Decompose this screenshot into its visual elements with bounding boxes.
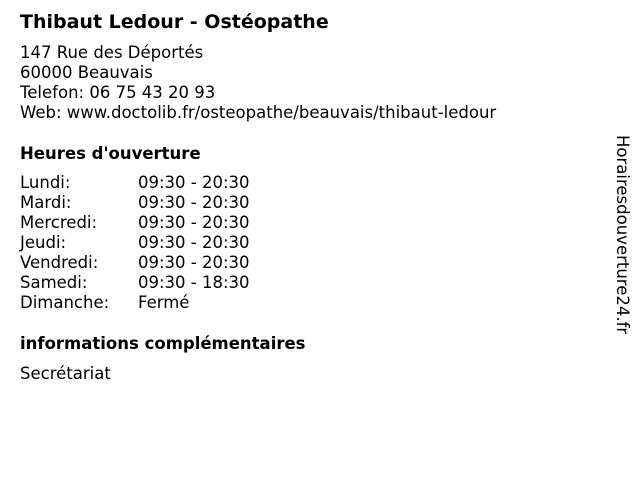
hours-row-thursday bbox=[20, 233, 250, 253]
time-range: 09:30 - 20:30 bbox=[138, 173, 250, 192]
day-label: Dimanche: bbox=[20, 293, 110, 312]
additional-info-text: Secrétariat bbox=[20, 364, 111, 383]
business-address-block bbox=[20, 43, 496, 123]
day-label: Lundi: bbox=[20, 173, 71, 192]
time-range: 09:30 - 18:30 bbox=[138, 273, 250, 292]
address-city: 60000 Beauvais bbox=[20, 63, 153, 82]
day-label: Mardi: bbox=[20, 193, 72, 212]
website: Web: www.doctolib.fr/osteopathe/beauvais/thibaut-ledour bbox=[20, 103, 497, 122]
day-label: Samedi: bbox=[20, 273, 88, 292]
address-street: 147 Rue des Déportés bbox=[20, 43, 204, 62]
phone-number: Telefon: 06 75 43 20 93 bbox=[20, 83, 216, 102]
day-label: Mercredi: bbox=[20, 213, 98, 232]
time-range: 09:30 - 20:30 bbox=[138, 233, 250, 252]
hours-row-sunday bbox=[20, 293, 250, 313]
business-title: Thibaut Ledour - Ostéopathe bbox=[20, 11, 329, 33]
time-range: Fermé bbox=[138, 293, 190, 312]
time-range: 09:30 - 20:30 bbox=[138, 213, 250, 232]
time-range: 09:30 - 20:30 bbox=[138, 253, 250, 272]
day-label: Vendredi: bbox=[20, 253, 99, 272]
hours-row-monday bbox=[20, 173, 250, 193]
hours-row-tuesday bbox=[20, 193, 250, 213]
site-watermark: Horairesdouverture24.fr bbox=[613, 135, 632, 335]
additional-info-heading: informations complémentaires bbox=[20, 334, 306, 353]
opening-hours-table bbox=[20, 173, 250, 313]
hours-row-wednesday bbox=[20, 213, 250, 233]
time-range: 09:30 - 20:30 bbox=[138, 193, 250, 212]
day-label: Jeudi: bbox=[20, 233, 67, 252]
hours-row-friday bbox=[20, 253, 250, 273]
opening-hours-heading: Heures d'ouverture bbox=[20, 144, 201, 163]
hours-row-saturday bbox=[20, 273, 250, 293]
